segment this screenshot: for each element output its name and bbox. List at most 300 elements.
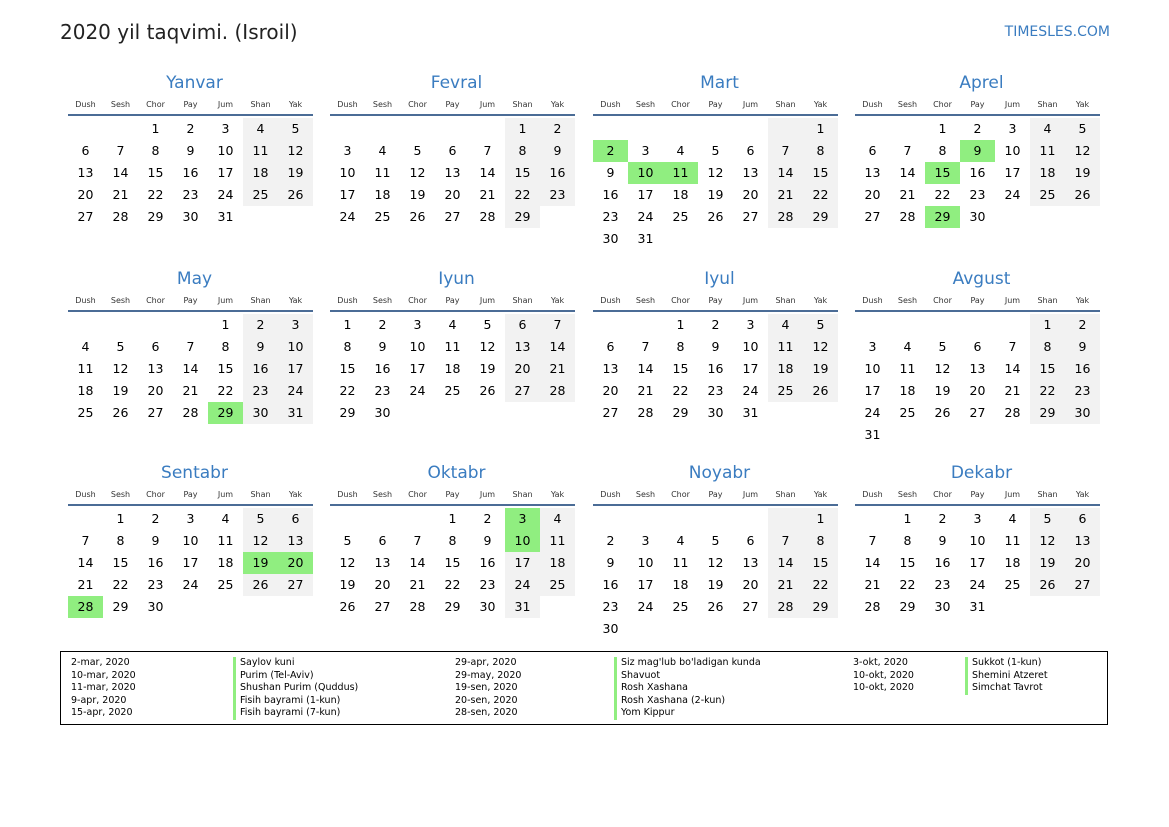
day-cell: 13 <box>742 165 759 180</box>
holiday-names-column <box>614 657 761 720</box>
day-cell: 24 <box>339 209 356 224</box>
day-grid <box>855 314 1100 446</box>
weekday-label: Shan <box>512 100 533 109</box>
day-cell: 16 <box>934 555 951 570</box>
day-cell: 16 <box>374 361 391 376</box>
weekday-label: Yak <box>813 490 828 499</box>
day-cell: 4 <box>676 143 685 158</box>
day-cell: 26 <box>112 405 129 420</box>
month-name: Noyabr <box>688 463 751 483</box>
weekday-label: Shan <box>512 296 533 305</box>
day-cell: 13 <box>864 165 881 180</box>
day-cell: 9 <box>151 533 160 548</box>
day-cell: 21 <box>479 187 496 202</box>
holiday-date: 29-apr, 2020 <box>455 657 517 668</box>
day-cell: 17 <box>969 555 986 570</box>
day-cell: 6 <box>505 314 540 336</box>
day-cell: 10 <box>637 555 654 570</box>
weekday-label: Jum <box>742 100 759 109</box>
weekday-label: Sesh <box>372 100 393 109</box>
day-cell: 14 <box>899 165 916 180</box>
weekday-label: Dush <box>337 100 358 109</box>
day-cell: 11 <box>768 336 803 358</box>
day-cell: 24 <box>1004 187 1021 202</box>
day-cell: 31 <box>969 599 986 614</box>
day-cell: 10 <box>339 165 356 180</box>
day-cell: 4 <box>221 511 230 526</box>
day-cell: 2 <box>243 314 278 336</box>
day-cell: 9 <box>243 336 278 358</box>
day-cell: 26 <box>803 380 838 402</box>
day-cell: 2 <box>186 121 195 136</box>
holiday-date: 15-apr, 2020 <box>71 707 133 718</box>
day-cell: 15 <box>803 162 838 184</box>
empty-cell <box>995 314 1030 336</box>
day-cell: 24 <box>637 599 654 614</box>
day-cell: 17 <box>637 577 654 592</box>
weekday-label: Chor <box>671 490 690 499</box>
day-cell: 21 <box>864 577 881 592</box>
day-cell: 6 <box>746 143 755 158</box>
day-cell: 18 <box>540 552 575 574</box>
day-cell: 15 <box>899 555 916 570</box>
weekday-label: Chor <box>933 100 952 109</box>
day-cell: 4 <box>81 339 90 354</box>
day-cell: 3 <box>641 533 650 548</box>
day-cell: 25 <box>672 599 689 614</box>
weekday-label: Dush <box>75 100 96 109</box>
day-cell: 9 <box>186 143 195 158</box>
day-cell: 20 <box>1065 552 1100 574</box>
weekday-label: Pay <box>183 296 198 305</box>
day-cell: 1 <box>803 118 838 140</box>
holiday-day-cell: 19 <box>243 552 278 574</box>
day-cell: 6 <box>868 143 877 158</box>
holiday-day-cell: 9 <box>960 140 995 162</box>
day-cell: 7 <box>413 533 422 548</box>
day-cell: 23 <box>934 577 951 592</box>
day-cell: 20 <box>969 383 986 398</box>
weekday-label: Yak <box>1075 490 1090 499</box>
day-cell: 12 <box>707 555 724 570</box>
day-cell: 13 <box>1065 530 1100 552</box>
day-cell: 21 <box>637 383 654 398</box>
day-cell: 27 <box>742 599 759 614</box>
empty-cell <box>855 508 890 530</box>
holiday-date: 29-may, 2020 <box>455 669 522 681</box>
day-cell: 24 <box>505 574 540 596</box>
day-cell: 23 <box>602 209 619 224</box>
weekday-header <box>330 98 575 116</box>
day-cell: 1 <box>116 511 125 526</box>
month-name: Sentabr <box>161 463 228 483</box>
holiday-date: 2-mar, 2020 <box>71 657 130 668</box>
day-cell: 6 <box>278 508 313 530</box>
holiday-dates-column <box>853 657 914 695</box>
holiday-date: 10-okt, 2020 <box>853 682 914 693</box>
day-cell: 1 <box>676 317 685 332</box>
day-grid <box>593 314 838 424</box>
empty-cell <box>330 118 365 140</box>
day-cell: 30 <box>182 209 199 224</box>
month-mart <box>593 72 838 250</box>
day-cell: 19 <box>707 577 724 592</box>
day-cell: 12 <box>339 555 356 570</box>
day-cell: 10 <box>742 339 759 354</box>
day-cell: 28 <box>540 380 575 402</box>
day-cell: 14 <box>864 555 881 570</box>
day-cell: 18 <box>243 162 278 184</box>
day-cell: 22 <box>444 577 461 592</box>
day-cell: 1 <box>1030 314 1065 336</box>
day-cell: 14 <box>1004 361 1021 376</box>
day-cell: 6 <box>606 339 615 354</box>
day-cell: 17 <box>637 187 654 202</box>
day-cell: 7 <box>81 533 90 548</box>
weekday-label: Dush <box>862 490 883 499</box>
day-cell: 2 <box>151 511 160 526</box>
month-name: Yanvar <box>166 73 223 93</box>
day-cell: 11 <box>77 361 94 376</box>
day-cell: 19 <box>339 577 356 592</box>
day-cell: 7 <box>116 143 125 158</box>
day-grid <box>593 508 838 640</box>
holiday-day-cell: 10 <box>628 162 663 184</box>
day-cell: 29 <box>505 206 540 228</box>
day-cell: 20 <box>505 358 540 380</box>
day-cell: 8 <box>116 533 125 548</box>
day-cell: 5 <box>413 143 422 158</box>
day-cell: 31 <box>217 209 234 224</box>
weekday-label: Yak <box>813 296 828 305</box>
day-cell: 22 <box>147 187 164 202</box>
weekday-label: Shan <box>1037 296 1058 305</box>
day-cell: 4 <box>903 339 912 354</box>
day-cell: 24 <box>409 383 426 398</box>
weekday-label: Chor <box>146 296 165 305</box>
day-cell: 26 <box>707 209 724 224</box>
month-name: Oktabr <box>427 463 486 483</box>
weekday-label: Yak <box>1075 296 1090 305</box>
holiday-name: Shemini Atzeret <box>965 670 1048 683</box>
holiday-legend <box>60 651 1108 725</box>
month-noyabr <box>593 462 838 640</box>
day-cell: 7 <box>1008 339 1017 354</box>
day-grid <box>593 118 838 250</box>
weekday-label: Pay <box>970 490 985 499</box>
day-cell: 12 <box>1065 140 1100 162</box>
weekday-label: Shan <box>250 296 271 305</box>
holiday-day-cell: 2 <box>593 140 628 162</box>
weekday-label: Yak <box>550 296 565 305</box>
day-cell: 25 <box>540 574 575 596</box>
day-cell: 27 <box>864 209 881 224</box>
empty-cell <box>400 508 435 530</box>
weekday-label: Dush <box>337 490 358 499</box>
weekday-label: Jum <box>479 100 496 109</box>
day-cell: 29 <box>112 599 129 614</box>
weekday-label: Dush <box>862 100 883 109</box>
month-fevral <box>330 72 575 228</box>
day-cell: 2 <box>483 511 492 526</box>
day-cell: 9 <box>483 533 492 548</box>
day-cell: 17 <box>278 358 313 380</box>
day-cell: 3 <box>186 511 195 526</box>
day-cell: 16 <box>969 165 986 180</box>
day-cell: 5 <box>116 339 125 354</box>
day-cell: 6 <box>746 533 755 548</box>
day-cell: 26 <box>479 383 496 398</box>
day-cell: 31 <box>505 596 540 618</box>
day-cell: 9 <box>540 140 575 162</box>
weekday-label: Dush <box>337 296 358 305</box>
day-cell: 8 <box>505 140 540 162</box>
day-cell: 29 <box>444 599 461 614</box>
day-cell: 30 <box>147 599 164 614</box>
day-cell: 15 <box>444 555 461 570</box>
day-cell: 27 <box>602 405 619 420</box>
weekday-label: Sesh <box>635 490 656 499</box>
weekday-label: Chor <box>671 100 690 109</box>
day-cell: 7 <box>768 530 803 552</box>
weekday-label: Yak <box>813 100 828 109</box>
day-cell: 9 <box>378 339 387 354</box>
weekday-label: Dush <box>75 296 96 305</box>
day-cell: 2 <box>938 511 947 526</box>
day-cell: 15 <box>112 555 129 570</box>
day-cell: 12 <box>707 165 724 180</box>
day-cell: 26 <box>707 599 724 614</box>
empty-cell <box>365 508 400 530</box>
day-cell: 12 <box>1030 530 1065 552</box>
holiday-day-cell: 10 <box>505 530 540 552</box>
day-cell: 18 <box>1004 555 1021 570</box>
empty-cell <box>628 508 663 530</box>
day-cell: 18 <box>1030 162 1065 184</box>
day-cell: 27 <box>969 405 986 420</box>
holiday-date: 11-mar, 2020 <box>71 682 136 693</box>
day-cell: 21 <box>540 358 575 380</box>
holiday-day-cell: 15 <box>925 162 960 184</box>
empty-cell <box>68 508 103 530</box>
day-cell: 18 <box>672 577 689 592</box>
weekday-label: Shan <box>775 296 796 305</box>
day-cell: 29 <box>147 209 164 224</box>
holiday-name: Shushan Purim (Quddus) <box>233 682 358 695</box>
weekday-label: Pay <box>183 100 198 109</box>
weekday-label: Shan <box>1037 490 1058 499</box>
weekday-label: Chor <box>933 490 952 499</box>
day-cell: 15 <box>803 552 838 574</box>
day-cell: 4 <box>448 317 457 332</box>
empty-cell <box>400 118 435 140</box>
day-cell: 4 <box>243 118 278 140</box>
empty-cell <box>855 118 890 140</box>
weekday-label: Jum <box>217 100 234 109</box>
holiday-date: 9-apr, 2020 <box>71 694 127 706</box>
day-cell: 14 <box>768 162 803 184</box>
weekday-label: Sesh <box>897 296 918 305</box>
day-cell: 15 <box>339 361 356 376</box>
day-cell: 26 <box>1065 184 1100 206</box>
day-cell: 8 <box>1030 336 1065 358</box>
day-cell: 11 <box>540 530 575 552</box>
holiday-day-cell: 20 <box>278 552 313 574</box>
day-cell: 19 <box>934 383 951 398</box>
month-name: Iyun <box>438 269 475 289</box>
day-cell: 3 <box>641 143 650 158</box>
month-sentabr <box>68 462 313 618</box>
day-grid <box>330 314 575 424</box>
day-cell: 1 <box>151 121 160 136</box>
day-cell: 27 <box>1065 574 1100 596</box>
day-cell: 3 <box>221 121 230 136</box>
day-cell: 22 <box>217 383 234 398</box>
day-grid <box>68 314 313 424</box>
day-cell: 25 <box>77 405 94 420</box>
day-cell: 31 <box>742 405 759 420</box>
weekday-label: Yak <box>288 490 303 499</box>
day-cell: 18 <box>444 361 461 376</box>
empty-cell <box>768 508 803 530</box>
month-name: Iyul <box>704 269 735 289</box>
empty-cell <box>330 508 365 530</box>
weekday-label: Jum <box>742 490 759 499</box>
day-cell: 4 <box>768 314 803 336</box>
day-cell: 29 <box>899 599 916 614</box>
weekday-header <box>593 294 838 312</box>
day-cell: 13 <box>278 530 313 552</box>
month-name: Avgust <box>952 269 1011 289</box>
day-cell: 4 <box>1008 511 1017 526</box>
day-cell: 19 <box>112 383 129 398</box>
day-cell: 5 <box>483 317 492 332</box>
day-cell: 14 <box>637 361 654 376</box>
day-cell: 20 <box>602 383 619 398</box>
day-cell: 15 <box>505 162 540 184</box>
day-cell: 5 <box>278 118 313 140</box>
day-cell: 31 <box>637 231 654 246</box>
day-cell: 25 <box>1030 184 1065 206</box>
day-cell: 6 <box>448 143 457 158</box>
day-cell: 8 <box>676 339 685 354</box>
empty-cell <box>628 314 663 336</box>
day-cell: 21 <box>112 187 129 202</box>
weekday-label: Shan <box>512 490 533 499</box>
empty-cell <box>103 314 138 336</box>
site-link[interactable]: TIMESLES.COM <box>1004 24 1110 40</box>
day-cell: 11 <box>374 165 391 180</box>
day-cell: 20 <box>742 577 759 592</box>
weekday-label: Jum <box>217 296 234 305</box>
day-cell: 19 <box>1030 552 1065 574</box>
day-cell: 3 <box>1008 121 1017 136</box>
page-title: 2020 yil taqvimi. (Isroil) <box>60 20 298 44</box>
day-cell: 15 <box>217 361 234 376</box>
day-cell: 16 <box>479 555 496 570</box>
day-cell: 23 <box>540 184 575 206</box>
day-cell: 5 <box>711 143 720 158</box>
day-cell: 1 <box>343 317 352 332</box>
weekday-label: Dush <box>600 490 621 499</box>
day-cell: 30 <box>934 599 951 614</box>
weekday-label: Shan <box>775 490 796 499</box>
day-cell: 23 <box>374 383 391 398</box>
day-cell: 26 <box>409 209 426 224</box>
day-cell: 13 <box>444 165 461 180</box>
day-cell: 22 <box>803 184 838 206</box>
weekday-header <box>593 98 838 116</box>
day-cell: 25 <box>672 209 689 224</box>
weekday-label: Dush <box>75 490 96 499</box>
day-cell: 16 <box>1065 358 1100 380</box>
day-grid <box>855 118 1100 228</box>
day-cell: 8 <box>803 530 838 552</box>
holiday-name: Simchat Tavrot <box>965 682 1048 695</box>
day-cell: 10 <box>278 336 313 358</box>
day-cell: 4 <box>378 143 387 158</box>
day-cell: 24 <box>182 577 199 592</box>
day-cell: 1 <box>505 118 540 140</box>
day-cell: 30 <box>243 402 278 424</box>
empty-cell <box>698 118 733 140</box>
day-cell: 16 <box>182 165 199 180</box>
day-cell: 28 <box>1004 405 1021 420</box>
day-cell: 29 <box>803 206 838 228</box>
day-cell: 11 <box>217 533 234 548</box>
day-cell: 20 <box>864 187 881 202</box>
holiday-dates-column <box>71 657 136 720</box>
weekday-label: Sesh <box>635 296 656 305</box>
empty-cell <box>733 118 768 140</box>
empty-cell <box>138 314 173 336</box>
weekday-header <box>855 98 1100 116</box>
empty-cell <box>593 118 628 140</box>
day-cell: 6 <box>973 339 982 354</box>
day-cell: 25 <box>217 577 234 592</box>
month-aprel <box>855 72 1100 228</box>
day-cell: 12 <box>409 165 426 180</box>
day-cell: 25 <box>899 405 916 420</box>
day-cell: 19 <box>278 162 313 184</box>
weekday-label: Chor <box>408 490 427 499</box>
day-cell: 20 <box>742 187 759 202</box>
empty-cell <box>925 314 960 336</box>
empty-cell <box>173 314 208 336</box>
day-grid <box>68 508 313 618</box>
empty-cell <box>470 118 505 140</box>
day-cell: 24 <box>864 405 881 420</box>
weekday-label: Dush <box>862 296 883 305</box>
day-cell: 5 <box>938 339 947 354</box>
day-cell: 22 <box>899 577 916 592</box>
day-cell: 7 <box>483 143 492 158</box>
day-cell: 5 <box>243 508 278 530</box>
day-cell: 11 <box>243 140 278 162</box>
weekday-header <box>593 488 838 506</box>
day-cell: 15 <box>147 165 164 180</box>
weekday-label: Pay <box>708 490 723 499</box>
holiday-name: Shavuot <box>614 670 761 683</box>
day-cell: 1 <box>938 121 947 136</box>
day-cell: 28 <box>768 206 803 228</box>
day-cell: 22 <box>1030 380 1065 402</box>
month-name: Mart <box>700 73 739 93</box>
holiday-day-cell: 29 <box>925 206 960 228</box>
weekday-label: Sesh <box>897 490 918 499</box>
day-cell: 18 <box>217 555 234 570</box>
holiday-names-column <box>965 657 1048 695</box>
